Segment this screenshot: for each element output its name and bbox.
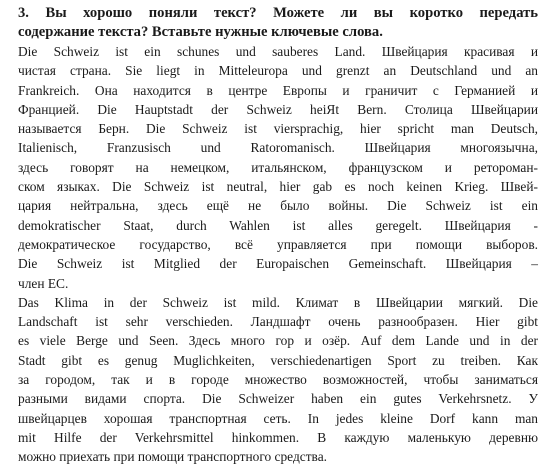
task-question-1: Вы хорошо поняли текст? Можете ли вы коротко передать — [45, 5, 538, 21]
task-heading — [18, 4, 538, 42]
text-line: чистая страна. Sie liegt in Mitteleuropa und grenzt an Deutschland und an — [18, 63, 538, 79]
text-line: за городом, так и в городе множество возможностей, чтобы заниматься — [18, 372, 538, 388]
text-line: ском языках. Die Schweiz ist neutral, hier gab es noch keinen Krieg. Швей- — [18, 179, 538, 195]
text-line: здесь говорят на немецком, итальянском, французском и ретороман- — [18, 159, 538, 175]
text-line: называется Берн. Die Schweiz ist viersprachig, hier spricht man Deutsch, — [18, 121, 538, 137]
text-line: demokratischer Staat, durch Wahlen ist alles geregelt. Швейцария - — [18, 217, 538, 233]
text-line: разными видами спорта. Die Schweizer haben ein gutes Verkehrsnetz. У — [18, 391, 538, 407]
text-line: Landschaft ist sehr verschieden. Ландшафт очень разнообразен. Hier gibt — [18, 314, 538, 330]
reading-text — [18, 42, 538, 467]
text-line: Францией. Die Hauptstadt der Schweiz heiЯt Bern. Столица Швейцарии — [18, 101, 538, 117]
text-line: член ЕС. — [18, 275, 69, 291]
document-page — [18, 4, 538, 467]
text-line: Das Klima in der Schweiz ist mild. Климат в Швейцарии мягкий. Die — [18, 294, 538, 310]
text-line: демократическое государство, всё управляется при помощи выборов. — [18, 236, 538, 252]
text-line: Stadt gibt es genug Muglichkeiten, verschiedenartigen Sport zu treiben. Как — [18, 352, 538, 368]
text-line: цария нейтральна, здесь ещё не было войны. Die Schweiz ist ein — [18, 198, 538, 214]
text-line: Italienisch, Franzusisch und Ratoromanisch. Швейцария многоязычна, — [18, 140, 538, 156]
text-line: можно приехать при помощи транспортного средства. — [18, 449, 327, 465]
text-line: швейцарцев хорошая транспортная сеть. In jedes kleine Dorf kann man — [18, 410, 538, 426]
task-number: 3. — [18, 5, 29, 21]
text-line: Die Schweiz ist Mitglied der Europaischen Gemeinschaft. Швейцария – — [18, 256, 538, 272]
task-heading-line-2: содержание текста? Вставьте нужные ключевые слова. — [18, 24, 383, 40]
text-line: mit Hilfe der Verkehrsmittel hinkommen. В каждую маленькую деревню — [18, 429, 538, 445]
text-line: es viele Berge und Seen. Здесь много гор и озёр. Auf dem Lande und in der — [18, 333, 538, 349]
text-line: Die Schweiz ist ein schunes und sauberes Land. Швейцария красивая и — [18, 44, 538, 59]
task-heading-line-1 — [18, 4, 538, 23]
text-line: Frankreich. Она находится в центре Европы и граничит с Германией и — [18, 82, 538, 98]
